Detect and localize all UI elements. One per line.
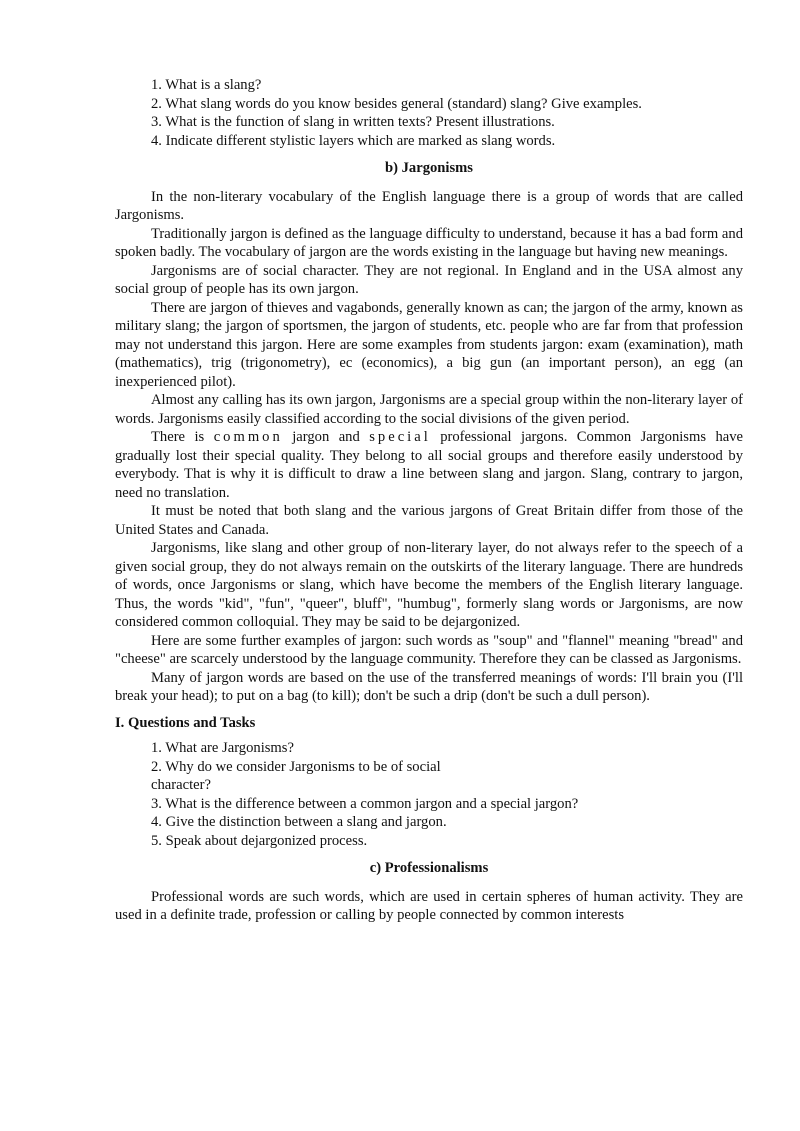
text-run: professional jargons. Common Jargonisms have gradually lost their special quality. They belong to all social groups and therefore easily understood by everybody. That is why it is difficult to draw a line between slang and jargon. Slang, contrary to jargon, need no translation. xyxy=(115,429,744,501)
paragraph: Jargonisms are of social character. They are not regional. In England and in the USA almost any social group of people has its own jargon. xyxy=(115,262,743,297)
paragraph: There are jargon of thieves and vagabonds, generally known as can; the jargon of the army, known as military slang; the jargon of sportsmen, the jargon of students, etc. people who are far from that profession may not understand this jargon. Here are some examples from students jargon: exam (examination), math (mathematics), trig (trigonometry), ec (economics), a big gun (an important person), an egg (an inexperienced pilot). xyxy=(115,299,743,390)
emphasized-word-common: common xyxy=(213,429,283,445)
paragraph xyxy=(115,428,743,502)
paragraph: Traditionally jargon is defined as the language difficulty to understand, because it has a bad form and spoken badly. The vocabulary of jargon are the words existing in the language but having new meanings. xyxy=(115,225,743,260)
jargon-questions-list xyxy=(115,739,743,850)
list-item: 5. Speak about dejargonized process. xyxy=(151,832,368,849)
slang-questions-list xyxy=(115,76,743,150)
paragraph: Here are some further examples of jargon: such words as "soup" and "flannel" meaning "bread" and "cheese" are scarcely understood by the language community. Therefore they can be classed as Jargonisms. xyxy=(115,632,743,667)
section-heading-professionalisms: c) Professionalisms xyxy=(369,860,489,876)
list-item: 3. What is the difference between a common jargon and a special jargon? xyxy=(151,795,579,812)
document-page xyxy=(115,76,743,925)
list-item: 3. What is the function of slang in written texts? Present illustrations. xyxy=(151,114,555,130)
paragraph: Almost any calling has its own jargon, Jargonisms are a special group within the non-literary layer of words. Jargonisms easily classified according to the social divisions of the given period. xyxy=(115,392,743,427)
list-item: 4. Indicate different stylistic layers which are marked as slang words. xyxy=(151,132,556,149)
list-item: 2. Why do we consider Jargonisms to be of social character? xyxy=(151,758,441,793)
text-run: jargon and xyxy=(282,429,370,445)
paragraph: Many of jargon words are based on the use of the transferred meanings of words: I'll brain you (I'll break your head); to put on a bag (to kill); don't be such a drip (don't be such a dull person). xyxy=(115,669,743,704)
section-heading-jargonisms: b) Jargonisms xyxy=(385,160,473,176)
list-item: 1. What is a slang? xyxy=(151,77,262,93)
paragraph: In the non-literary vocabulary of the English language there is a group of words that are called Jargonisms. xyxy=(115,188,743,223)
paragraph: Jargonisms, like slang and other group of non-literary layer, do not always refer to the speech of a given social group, they do not always remain on the outskirts of the literary language. There are hundreds of words, once Jargonisms or slang, which have become the members of the English literary language. Thus, the words "kid", "fun", "queer", bluff", "humbug", formerly slang words or Jargonisms, are now considered common colloquial. They may be said to be dejargonized. xyxy=(115,540,743,630)
list-item: 4. Give the distinction between a slang and jargon. xyxy=(151,814,447,830)
text-run: There is xyxy=(151,429,214,445)
paragraph: Professional words are such words, which are used in certain spheres of human activity. They are used in a definite trade, profession or calling by people connected by common interests xyxy=(115,888,743,923)
list-item: 2. What slang words do you know besides general (standard) slang? Give examples. xyxy=(151,95,642,112)
list-item: 1. What are Jargonisms? xyxy=(151,740,294,756)
section-heading-questions: I. Questions and Tasks xyxy=(115,714,256,731)
paragraph: It must be noted that both slang and the various jargons of Great Britain differ from those of the United States and Canada. xyxy=(115,503,743,538)
emphasized-word-special: special xyxy=(369,429,431,445)
